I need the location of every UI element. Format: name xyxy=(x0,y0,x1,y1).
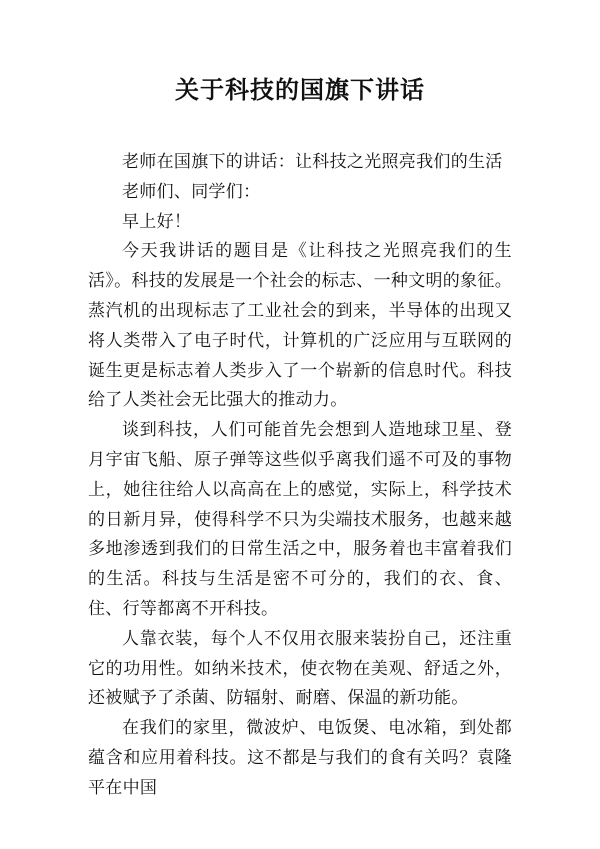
paragraph-daily-life: 谈到科技，人们可能首先会想到人造地球卫星、登月宇宙飞船、原子弹等这些似乎离我们遥不可及的事物上，她往往给人以高高在上的感觉，实际上，科学技术的日新月异，使得科学不只为尖端技术服务，也越来越多地渗透到我们的日常生活之中，服务着也丰富着我们的生活。科技与生活是密不可分的，我们的衣、食、住、行等都离不开科技。 xyxy=(88,420,512,619)
document-title: 关于科技的国旗下讲话 xyxy=(175,75,425,104)
paragraph-intro: 今天我讲话的题目是《让科技之光照亮我们的生活》。科技的发展是一个社会的标志、一种文明的象征。蒸汽机的出现标志了工业社会的到来，半导体的出现又将人类带入了电子时代，计算机的广泛应用与互联网的诞生更是标志着人类步入了一个崭新的信息时代。科技给了人类社会无比强大的推动力。 xyxy=(88,241,512,411)
paragraph-food: 在我们的家里，微波炉、电饭煲、电冰箱，到处都蕴含和应用着科技。这不都是与我们的食有关吗？袁隆平在中国 xyxy=(88,718,512,798)
paragraph-salutation: 老师们、同学们： xyxy=(122,181,261,202)
document-body xyxy=(88,148,512,804)
paragraph-greeting: 早上好！ xyxy=(122,211,192,232)
paragraph-speech-subtitle: 老师在国旗下的讲话：让科技之光照亮我们的生活 xyxy=(122,152,503,172)
paragraph-clothing: 人靠衣装，每个人不仅用衣服来装扮自己，还注重它的功用性。如纳米技术，使衣物在美观、舒适之外，还被赋予了杀菌、防辐射、耐磨、保温的新功能。 xyxy=(88,628,512,709)
